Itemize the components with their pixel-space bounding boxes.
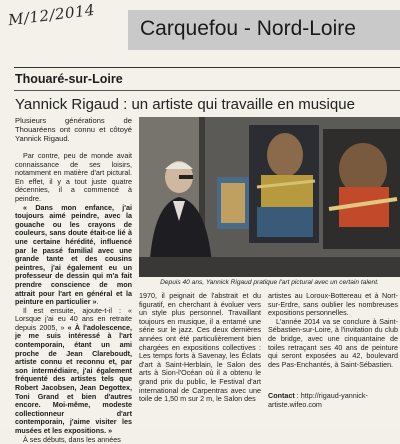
contact-label: Contact bbox=[268, 391, 295, 400]
article-column-3 bbox=[268, 292, 398, 369]
paragraph bbox=[15, 307, 132, 436]
photo-caption: Depuis 40 ans, Yannick Rigaud pratique l'art pictural avec un certain talent. bbox=[160, 279, 379, 286]
section-title: Carquefou - Nord-Loire bbox=[140, 17, 356, 40]
article-intro: Plusieurs générations de Thouaréens ont connu et côtoyé Yannick Rigaud. bbox=[15, 116, 132, 143]
divider-rule bbox=[14, 90, 400, 91]
paragraph bbox=[15, 204, 132, 307]
paragraph: artistes au Loroux-Bottereau et à Nort-sur-Erdre, sans oublier les nombreuses expositions personnelles. bbox=[268, 291, 398, 318]
paragraph: Par contre, peu de monde avait connaissance de ses loisirs, notamment en matière d'art pictural. En effet, il y a tout juste quatre décennies, il a commencé à peindre. bbox=[15, 151, 132, 203]
article-headline: Yannick Rigaud : un artiste qui travaille en musique bbox=[15, 96, 355, 113]
article-photo bbox=[139, 117, 400, 277]
paragraph-tail: . bbox=[96, 297, 99, 307]
photo-illustration bbox=[139, 117, 400, 277]
section-header-band bbox=[128, 10, 400, 50]
quote-bold: « Dans mon enfance, j'ai toujours aimé peindre, avec la gouache ou les crayons de couleurs, sans doute était-ce lié à une certaine hérédité, influencé par le passé familial avec une grande tante et des cousins peintres, j'ai également eu un professeur de dessin qui m'a fait prendre conscience de mon attrait pour l'art en général et la peinture en particulier » bbox=[15, 202, 132, 307]
article-column-2 bbox=[139, 292, 261, 404]
handwritten-date: M/12/2014 bbox=[7, 0, 97, 30]
article-column-1 bbox=[15, 152, 132, 444]
locality-label: Thouaré-sur-Loire bbox=[15, 72, 123, 86]
paragraph: L'année 2014 va se conclure à Saint-Sébastien-sur-Loire, à l'invitation du club de bridge, avec une cinquantaine de toiles retraçant ses 40 ans de peinture qui seront exposées au 42, boulevard des Pas-Enchantés, à Saint-Sébastien. bbox=[268, 316, 398, 369]
contact-line bbox=[268, 392, 398, 409]
divider-rule bbox=[14, 67, 400, 68]
paragraph: À ses débuts, dans les années bbox=[23, 434, 121, 444]
contact-url: : http://rigaud-yannick-artiste.wifeo.com bbox=[268, 391, 368, 409]
paragraph-lead: Il est ensuite, ajoute-t-il : « Lorsque j'ai eu 40 ans en retraite depuis 2005, » bbox=[15, 305, 132, 332]
paragraph: 1970, il peignait de l'abstrait et du figuratif, en cherchant à évoluer vers un style plus personnel. Travaillant toujours en musique, il a entamé une série sur le jazz. Ces deux dernières années ont été particulièrement bien chargées en expositions collectives : Les temps forts à Savenay, les Éclats d'art à Saint-Herblain, le Salon des arts à Sion-l'Océan où il a obtenu le grand prix du public, le Festival d'art international de Carpentras avec une toile de 1,50 m sur 2 m, le Salon des bbox=[139, 291, 261, 404]
quote-bold: « À l'adolescence, je me suis intéressé à l'art contemporain, étant un ami proche de Jean Clareboudt, artiste connu et reconnu et, par son intermédiaire, j'ai également fréquenté des artistes tels que Robert Jacobsen, Jean Degottex, Toni Grand et bien d'autres encore. Moi-même, modeste collectionneur d'art contemporain, j'aime visiter les musées et les expositions. » bbox=[15, 322, 132, 435]
